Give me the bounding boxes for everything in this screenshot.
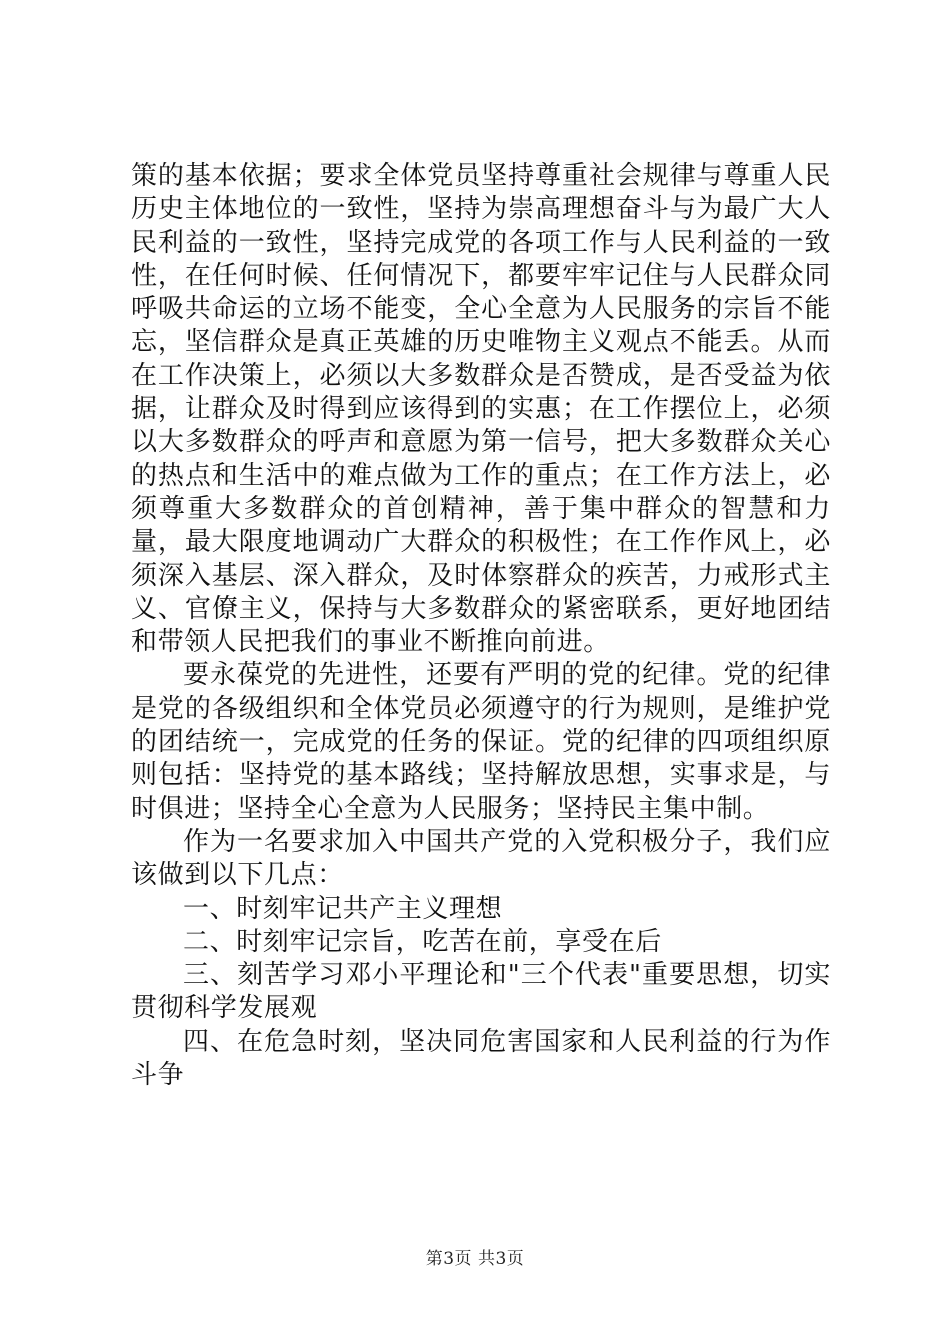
list-item-3: 三、刻苦学习邓小平理论和"三个代表"重要思想，切实贯彻科学发展观 xyxy=(131,960,831,1024)
document-body xyxy=(131,160,831,1092)
paragraph-discipline: 要永葆党的先进性，还要有严明的党的纪律。党的纪律是党的各级组织和全体党员必须遵守的行为规则，是维护党的团结统一，完成党的任务的保证。党的纪律的四项组织原则包括：坚持党的基本路线；坚持解放思想，实事求是，与时俱进；坚持全心全意为人民服务；坚持民主集中制。 xyxy=(131,660,831,824)
paragraph-activist-intro: 作为一名要求加入中国共产党的入党积极分子，我们应该做到以下几点： xyxy=(131,826,831,891)
paragraph-continuation: 策的基本依据；要求全体党员坚持尊重社会规律与尊重人民历史主体地位的一致性，坚持为崇高理想奋斗与为最广大人民利益的一致性，坚持完成党的各项工作与人民利益的一致性，在任何时候、任何情况下，都要牢牢记住与人民群众同呼吸共命运的立场不能变，全心全意为人民服务的宗旨不能忘，坚信群众是真正英雄的历史唯物主义观点不能丢。从而在工作决策上，必须以大多数群众是否赞成，是否受益为依据，让群众及时得到应该得到的实惠；在工作摆位上，必须以大多数群众的呼声和意愿为第一信号，把大多数群众关心的热点和生活中的难点做为工作的重点；在工作方法上，必须尊重大多数群众的首创精神，善于集中群众的智慧和力量，最大限度地调动广大群众的积极性；在工作作风上，必须深入基层、深入群众，及时体察群众的疾苦，力戒形式主义、官僚主义，保持与大多数群众的紧密联系，更好地团结和带领人民把我们的事业不断推向前进。 xyxy=(131,161,831,658)
list-item-4: 四、在危急时刻，坚决同危害国家和人民利益的行为作斗争 xyxy=(131,1026,831,1091)
list-item-2: 二、时刻牢记宗旨，吃苦在前，享受在后 xyxy=(183,926,662,957)
list-item-1: 一、时刻牢记共产主义理想 xyxy=(183,893,503,924)
page-footer: 第3页 共3页 xyxy=(425,1249,525,1269)
